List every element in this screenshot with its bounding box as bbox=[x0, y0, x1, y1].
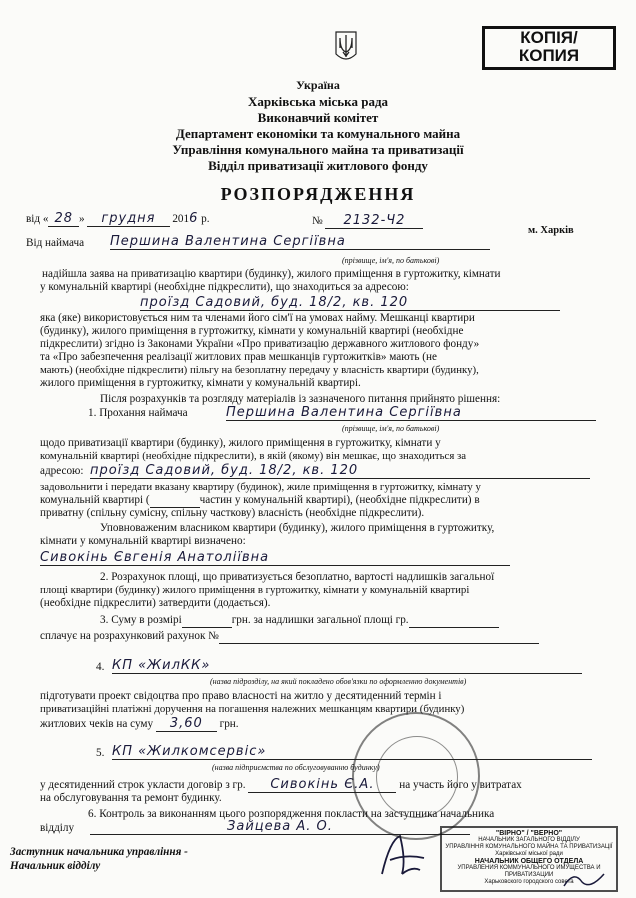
line-27 bbox=[40, 717, 239, 731]
line-29a: у десятиденний строк укласти договір з гр. bbox=[40, 779, 246, 791]
line-17: Уповноваженим власником квартири (будинку), жилого приміщення в гуртожитку, bbox=[100, 522, 495, 534]
date-day: 28 bbox=[48, 211, 79, 227]
address-2: проїзд Садовий, буд. 18/2, кв. 120 bbox=[90, 463, 590, 479]
stamp-line-3: УПРАВЛІННЯ КОМУНАЛЬНОГО МАЙНА ТА ПРИВАТИЗАЦІЇ bbox=[445, 844, 613, 850]
stamp-line-7: Харьковского городского совета bbox=[484, 879, 574, 885]
signature-title-2: Начальник відділу bbox=[10, 860, 101, 872]
date-mid: » bbox=[79, 213, 85, 225]
line-27a: житлових чеків на суму bbox=[40, 718, 154, 730]
round-seal-inner bbox=[376, 736, 458, 818]
date-prefix: від « bbox=[26, 213, 49, 225]
line-24: 4. bbox=[96, 661, 105, 673]
line-1: надійшла заява на приватизацію квартири (будинку), жилого приміщення в гуртожитку, кімнати bbox=[42, 268, 501, 280]
line-5: підкреслити) згідно із Законами України «Про приватизацію державного житлового фонду» bbox=[40, 338, 480, 350]
copy-stamp-line1: КОПІЯ/ bbox=[520, 28, 578, 47]
order-city: м. Харків bbox=[528, 225, 574, 236]
line-8: жилого приміщення в гуртожитку, кімнати у комунальній квартирі. bbox=[40, 377, 361, 389]
line-4: (будинку), жилого приміщення в гуртожитку, кімнати у комунальній квартирі (необхідне bbox=[40, 325, 464, 337]
line-15 bbox=[40, 494, 480, 508]
line-23 bbox=[40, 630, 539, 644]
stamp-signature-icon bbox=[560, 868, 610, 892]
line-28: 5. bbox=[96, 747, 105, 759]
stamp-line-1: "ВІРНО" / "ВЕРНО" bbox=[495, 830, 563, 837]
order-date bbox=[26, 212, 210, 226]
number-value: 2132-Ч2 bbox=[325, 213, 423, 229]
header-council: Харківська міська рада bbox=[247, 94, 389, 109]
line-22 bbox=[100, 614, 499, 628]
document-title: РОЗПОРЯДЖЕННЯ bbox=[220, 184, 416, 204]
stamp-line-5: НАЧАЛЬНИК ОБЩЕГО ОТДЕЛА bbox=[474, 858, 584, 865]
amount: 3,60 bbox=[156, 716, 217, 732]
line-25: підготувати проект свідоцтва про право власності на житло у десятиденний термін і bbox=[40, 690, 442, 702]
name-2: Першина Валентина Сергіївна bbox=[226, 405, 596, 421]
header-committee: Виконавчий комітет bbox=[257, 110, 379, 125]
line-10: 1. Прохання наймача bbox=[88, 407, 188, 419]
year-digit: 6 bbox=[189, 211, 199, 226]
caption-4: (назва підрозділу, на який покладено обов'язки по оформленню документів) bbox=[210, 677, 467, 686]
stamp-line-4: Харківської міської ради bbox=[495, 851, 563, 857]
line-22b: грн. за надлишки загальної площі гр. bbox=[231, 614, 409, 626]
line-23a: сплачує на розрахунковий рахунок № bbox=[40, 630, 219, 642]
caption-pib: (прізвище, ім'я, по батькові) bbox=[342, 256, 440, 265]
line-30: на обслуговування та ремонт будинку. bbox=[40, 792, 222, 804]
number-label: № bbox=[312, 215, 323, 227]
line-2: у комунальній квартирі (необхідне підкреслити), що знаходиться за адресою: bbox=[40, 281, 409, 293]
line-3: яка (яке) використовується ним та членами його сім'ї на умовах найму. Мешканці квартири bbox=[40, 312, 475, 324]
line-16: приватну (спільну сумісну, спільну часткову) власність (необхідне підкреслити). bbox=[40, 507, 425, 519]
address-1: проїзд Садовий, буд. 18/2, кв. 120 bbox=[140, 295, 560, 311]
copy-stamp bbox=[482, 26, 616, 70]
line-22a: 3. Суму в розмірі bbox=[100, 614, 182, 626]
line-11: щодо приватизації квартири (будинку), жилого приміщення в гуртожитку, кімнати у bbox=[40, 437, 441, 449]
header-country: Україна bbox=[296, 78, 340, 92]
deputy-hand: Зайцева А. О. bbox=[90, 819, 470, 835]
date-month: грудня bbox=[87, 211, 169, 227]
header-administration: Управління комунального майна та приватизації bbox=[172, 142, 464, 157]
stamp-line-6: УПРАВЛЕНИЯ КОММУНАЛЬНОГО ИМУЩЕСТВА И ПРИВАТИЗАЦИИ bbox=[457, 865, 601, 878]
line-32: відділу bbox=[40, 822, 75, 834]
line-13: адресою: bbox=[40, 465, 84, 477]
line-7: мають) (необхідне підкреслити) пільгу на безоплатну передачу у власність квартири (будинку), bbox=[40, 364, 479, 376]
caption-pib-2: (прізвище, ім'я, по батькові) bbox=[342, 424, 440, 433]
line-26: приватизаційні платіжні доручення на погашення належних мешканцям квартири (будинку) bbox=[40, 703, 465, 715]
org-4: КП «ЖилКК» bbox=[112, 658, 582, 674]
line-15a: комунальній квартирі ( bbox=[40, 494, 150, 506]
copy-stamp-line2: КОПИЯ bbox=[518, 46, 580, 65]
from-label: Від наймача bbox=[26, 237, 85, 249]
caption-5: (назва підприємства по обслуговуванню будинку) bbox=[212, 763, 380, 772]
org-5: КП «Жилкомсервіс» bbox=[112, 744, 592, 760]
name-3: Сивокінь Є.А. bbox=[248, 777, 396, 793]
header-division: Відділ приватизації житлового фонду bbox=[208, 158, 428, 173]
line-21: (необхідне підкреслити) затвердити (додається). bbox=[40, 597, 271, 609]
year-prefix: 201 bbox=[172, 213, 190, 225]
round-seal bbox=[352, 712, 480, 840]
year-suffix: р. bbox=[201, 213, 210, 225]
header-department: Департамент економіки та комунального майна bbox=[175, 126, 461, 141]
line-20: площі квартири (будинку) жилого приміщення в гуртожитку, кімнати у комунальній квартирі bbox=[40, 584, 470, 596]
line-31: 6. Контроль за виконанням цього розпорядження покласти на заступника начальника bbox=[88, 808, 495, 820]
line-29b: на участь його у витратах bbox=[399, 779, 522, 791]
line-14: задовольнити і передати вказану квартиру (будинок), жиле приміщення в гуртожитку, кімнату у bbox=[40, 481, 481, 493]
line-19: 2. Розрахунок площі, що приватизується безоплатно, вартості надлишків загальної bbox=[100, 571, 495, 583]
line-15b: частин у комунальній квартирі), (необхідне підкреслити) в bbox=[199, 494, 480, 506]
owner-name: Сивокінь Євгенія Анатоліївна bbox=[40, 550, 510, 566]
line-12: комунальній квартирі (необхідне підкреслити), в якій (якому) він мешкає, що знаходиться за bbox=[40, 450, 467, 462]
line-6: та «Про забезпечення реалізації житлових прав мешканців гуртожитків» мають (не bbox=[40, 351, 437, 363]
coat-of-arms-icon bbox=[334, 30, 358, 64]
line-27b: грн. bbox=[219, 718, 239, 730]
signature-title-1: Заступник начальника управління - bbox=[10, 846, 188, 858]
from-name: Першина Валентина Сергіївна bbox=[110, 234, 490, 250]
line-18: кімнати у комунальній квартирі визначено: bbox=[40, 535, 246, 547]
line-9: Після розрахунків та розгляду матеріалів із зазначеного питання прийнято рішення: bbox=[100, 393, 501, 405]
order-number bbox=[312, 214, 423, 228]
stamp-line-2: НАЧАЛЬНИК ЗАГАЛЬНОГО ВІДДІЛУ bbox=[478, 837, 580, 843]
